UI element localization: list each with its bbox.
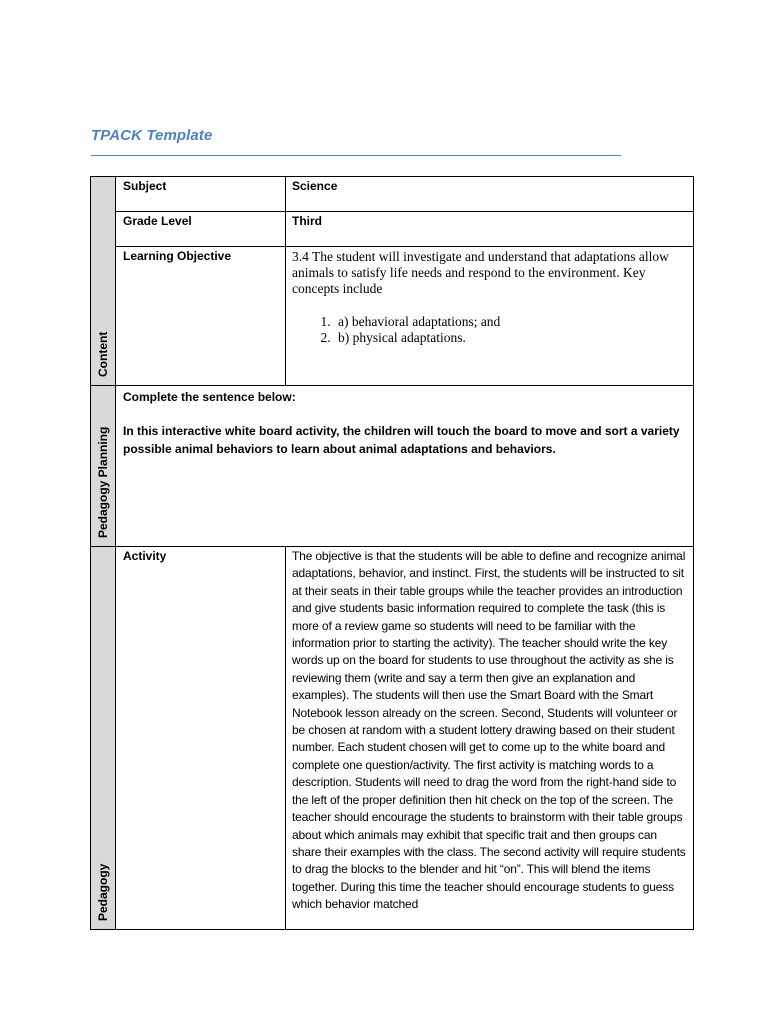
grade-value: Third <box>286 212 694 247</box>
subject-label: Subject <box>116 177 286 212</box>
objective-cell <box>286 247 694 386</box>
grade-row <box>91 212 694 247</box>
grade-label: Grade Level <box>116 212 286 247</box>
planning-prompt: Complete the sentence below: <box>123 390 296 404</box>
concept-item: 2. b) physical adaptations. <box>334 330 687 346</box>
page-title: TPACK Template <box>91 127 213 144</box>
pedagogy-section-header <box>91 547 116 930</box>
tpack-table <box>90 176 694 930</box>
concepts-list <box>292 314 687 346</box>
subject-row <box>91 177 694 212</box>
concept-item: 1. a) behavioral adaptations; and <box>334 314 687 330</box>
title-divider <box>91 155 621 156</box>
objective-row <box>91 247 694 386</box>
planning-row <box>91 386 694 547</box>
activity-label: Activity <box>116 547 286 930</box>
objective-label: Learning Objective <box>116 247 286 386</box>
planning-cell <box>116 386 694 547</box>
pedagogy-planning-section-header <box>91 386 116 547</box>
content-section-label: Content <box>96 331 110 377</box>
pedagogy-section-label: Pedagogy <box>96 863 110 921</box>
objective-text: 3.4 The student will investigate and understand that adaptations allow animals to satisfy life needs and respond to the environment. Key concepts include <box>292 249 669 296</box>
activity-row <box>91 547 694 930</box>
pedagogy-planning-section-label: Pedagogy Planning <box>96 426 110 538</box>
content-section-header <box>91 177 116 386</box>
activity-description: The objective is that the students will be able to define and recognize animal adaptations, behavior, and instinct. First, the students will be instructed to sit at their seats in their table groups while the teacher provides an introduction and give students basic information required to complete the task (this is more of a review game so students will need to be familiar with the information prior to starting the activity). The teacher should write the key words up on the board for students to use throughout the activity as she is reviewing them (write and say a term then give an explanation and examples). The students will then use the Smart Board with the Smart Notebook lesson already on the screen. Second, Students will volunteer or be chosen at random with a student lottery drawing based on their student number. Each student chosen will get to come up to the white board and complete one question/activity. The first activity is matching words to a description. Students will need to drag the word from the right-hand side to the left of the proper definition then hit check on the top of the screen. The teacher should encourage the students to brainstorm with their table groups about which animals may exhibit that specific trait and then groups can share their examples with the class. The second activity will require students to drag the blocks to the blender and hit “on”. This will blend the items together. During this time the teacher should encourage students to guess which behavior matched <box>286 547 694 930</box>
planning-sentence: In this interactive white board activity, the children will touch the board to move and sort a variety possible animal behaviors to learn about animal adaptations and behaviors. <box>123 424 680 456</box>
subject-value: Science <box>286 177 694 212</box>
